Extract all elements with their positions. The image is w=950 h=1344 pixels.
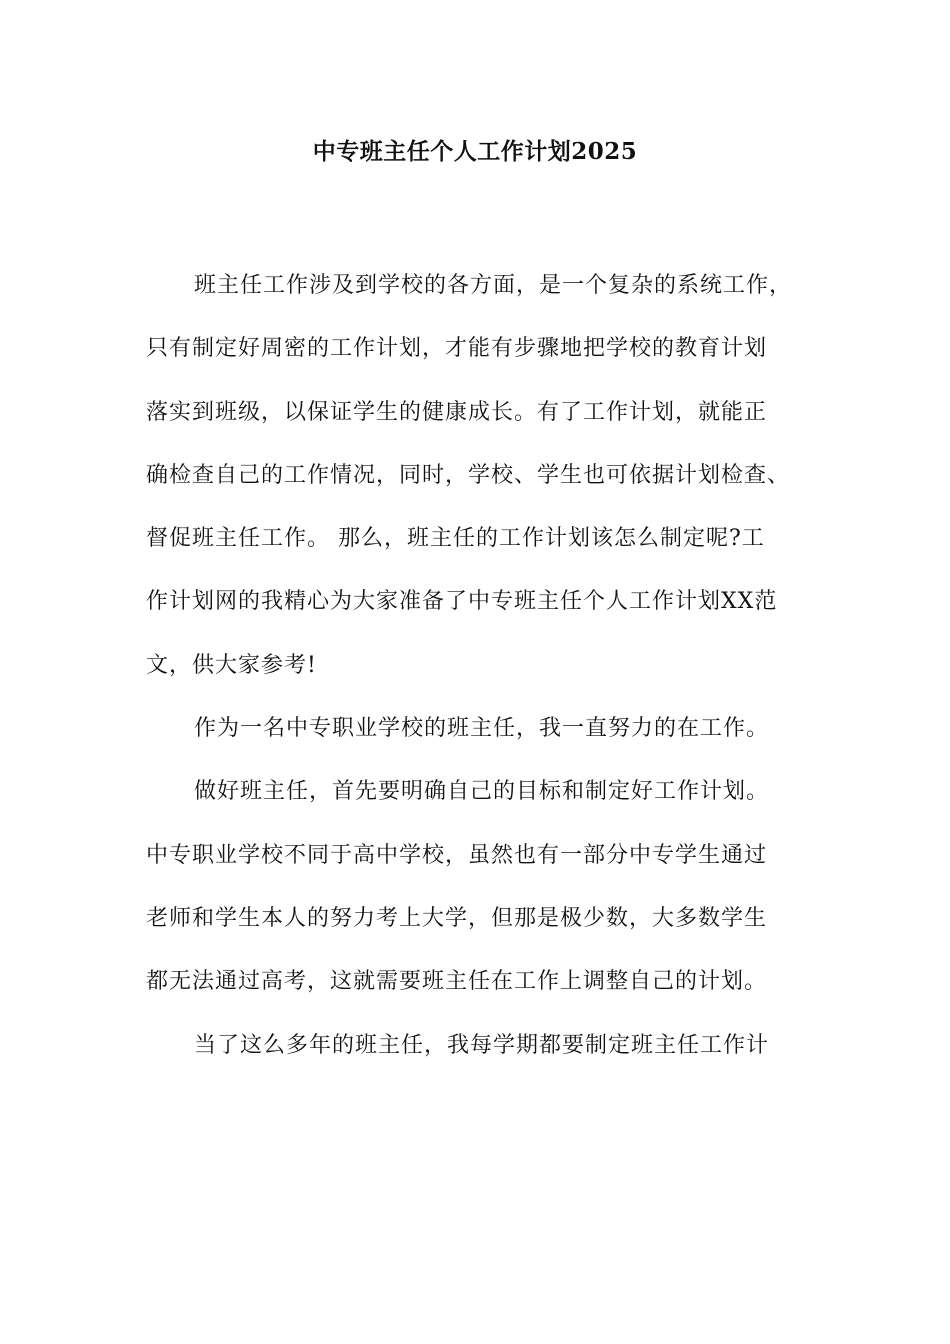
paragraph-line: 作为一名中专职业学校的班主任，我一直努力的在工作。	[194, 716, 770, 742]
paragraph-line: 确检查自己的工作情况，同时，学校、学生也可依据计划检查、	[146, 462, 791, 488]
paragraph-line: 当了这么多年的班主任，我每学期都要制定班主任工作计	[194, 1032, 770, 1058]
paragraph-line: 落实到班级，以保证学生的健康成长。有了工作计划，就能正	[146, 399, 768, 425]
paragraph-line: 作计划网的我精心为大家准备了中专班主任个人工作计划XX范	[146, 589, 778, 615]
document-body	[146, 254, 826, 1077]
paragraph-line: 督促班主任工作。 那么，班主任的工作计划该怎么制定呢?工	[146, 526, 765, 552]
paragraph-line: 做好班主任，首先要明确自己的目标和制定好工作计划。	[194, 779, 770, 805]
document-title: 中专班主任个人工作计划2025	[312, 138, 638, 165]
paragraph-line: 中专职业学校不同于高中学校，虽然也有一部分中专学生通过	[146, 842, 768, 868]
paragraph-line: 老师和学生本人的努力考上大学，但那是极少数，大多数学生	[146, 905, 768, 931]
paragraph-line: 都无法通过高考，这就需要班主任在工作上调整自己的计划。	[146, 969, 768, 995]
paragraph-line: 只有制定好周密的工作计划，才能有步骤地把学校的教育计划	[146, 336, 768, 362]
paragraph-line: 文，供大家参考!	[146, 652, 317, 678]
paragraph-line: 班主任工作涉及到学校的各方面，是一个复杂的系统工作，	[194, 273, 793, 298]
